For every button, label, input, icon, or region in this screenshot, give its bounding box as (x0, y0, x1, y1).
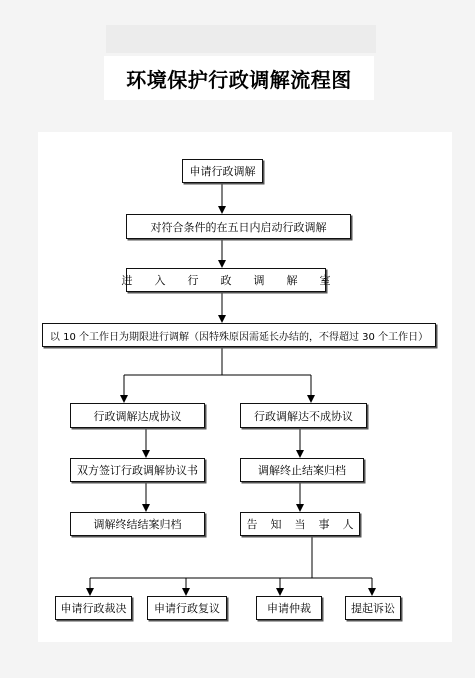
node-apply: 申请行政调解 (182, 159, 263, 183)
node-notify: 告知当事人 (240, 512, 360, 536)
node-period: 以 10 个工作日为期限进行调解（因特殊原因需延长办结的，不得超过 30 个工作日） (42, 323, 436, 347)
node-archive: 调解终结结案归档 (70, 512, 205, 536)
node-enter: 进入行政调解室 (126, 268, 326, 292)
node-ruling: 申请行政裁决 (55, 596, 132, 620)
node-review: 申请行政复议 (147, 596, 227, 620)
page-title: 环境保护行政调解流程图 (126, 67, 352, 92)
node-fail: 行政调解达不成协议 (240, 403, 367, 428)
node-lawsuit: 提起诉讼 (345, 596, 401, 620)
node-sign: 双方签订行政调解协议书 (70, 458, 205, 482)
node-success: 行政调解达成协议 (70, 403, 205, 428)
node-terminate: 调解终止结案归档 (240, 458, 364, 482)
node-start: 对符合条件的在五日内启动行政调解 (126, 214, 351, 239)
node-arbitration: 申请仲裁 (256, 596, 322, 620)
